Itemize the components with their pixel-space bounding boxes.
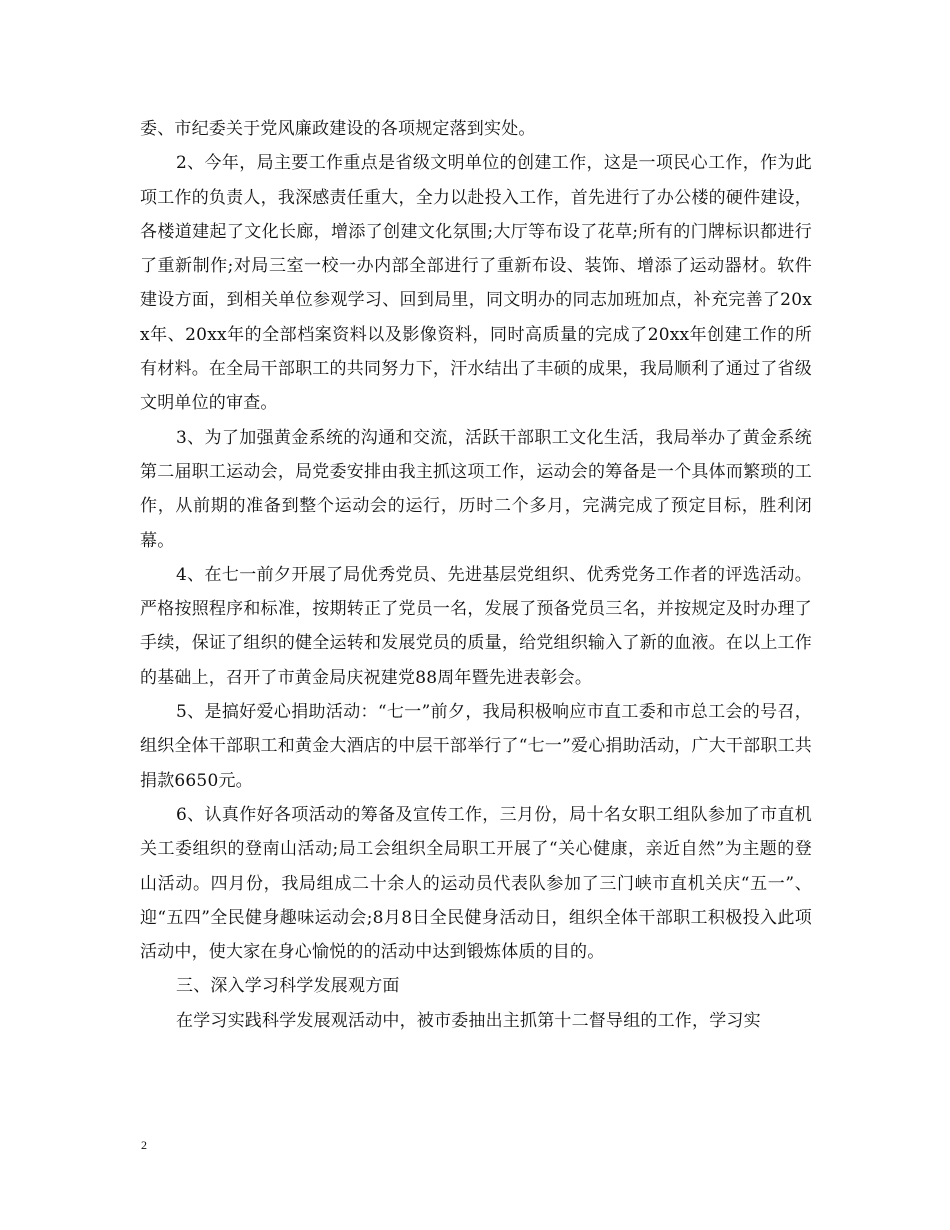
paragraph-2: 2、今年，局主要工作重点是省级文明单位的创建工作，这是一项民心工作，作为此项工作的负责人，我深感责任重大，全力以赴投入工作，首先进行了办公楼的硬件建设，各楼道建起了文化长廊，增添了创建文化氛围;大厅等布设了花草;所有的门牌标识都进行了重新制作;对局三室一校一办内部全部进行了重新布设、装饰、增添了运动器材。软件建设方面，到相关单位参观学习、回到局里，同文明办的同志加班加点，补充完善了20xx年、20xx年的全部档案资料以及影像资料，同时高质量的完成了20xx年创建工作的所有材料。在全局干部职工的共同努力下，汗水结出了丰硕的成果，我局顺利了通过了省级文明单位的审查。 <box>140 153 812 414</box>
paragraph-7: 在学习实践科学发展观活动中，被市委抽出主抓第十二督导组的工作，学习实 <box>176 1010 761 1031</box>
paragraph-5: 5、是搞好爱心捐助活动：“七一”前夕，我局积极响应市直工委和市总工会的号召，组织全体干部职工和黄金大酒店的中层干部举行了“七一”爱心捐助活动，广大干部职工共捐款6650元。 <box>140 702 812 791</box>
page-number: 2 <box>141 1138 147 1152</box>
document-body <box>140 112 812 1038</box>
paragraph-3: 3、为了加强黄金系统的沟通和交流，活跃干部职工文化生活，我局举办了黄金系统第二届职工运动会，局党委安排由我主抓这项工作，运动会的筹备是一个具体而繁琐的工作，从前期的准备到整个运动会的运行，历时二个多月，完满完成了预定目标，胜利闭幕。 <box>140 427 812 551</box>
paragraph-1: 委、市纪委关于党风廉政建设的各项规定落到实处。 <box>140 119 536 139</box>
section-heading: 三、深入学习科学发展观方面 <box>176 976 400 997</box>
paragraph-4: 4、在七一前夕开展了局优秀党员、先进基层党组织、优秀党务工作者的评选活动。严格按照程序和标准，按期转正了党员一名，发展了预备党员三名，并按规定及时办理了手续，保证了组织的健全运转和发展党员的质量，给党组织输入了新的血液。在以上工作的基础上，召开了市黄金局庆祝建党88周年暨先进表彰会。 <box>140 564 812 688</box>
paragraph-6: 6、认真作好各项活动的筹备及宣传工作，三月份，局十名女职工组队参加了市直机关工委组织的登南山活动;局工会组织全局职工开展了“关心健康，亲近自然”为主题的登山活动。四月份，我局组成二十余人的运动员代表队参加了三门峡市直机关庆“五一”、迎“五四”全民健身趣味运动会;8月8日全民健身活动日，组织全体干部职工积极投入此项活动中，使大家在身心愉悦的的活动中达到锻炼体质的目的。 <box>140 804 812 963</box>
